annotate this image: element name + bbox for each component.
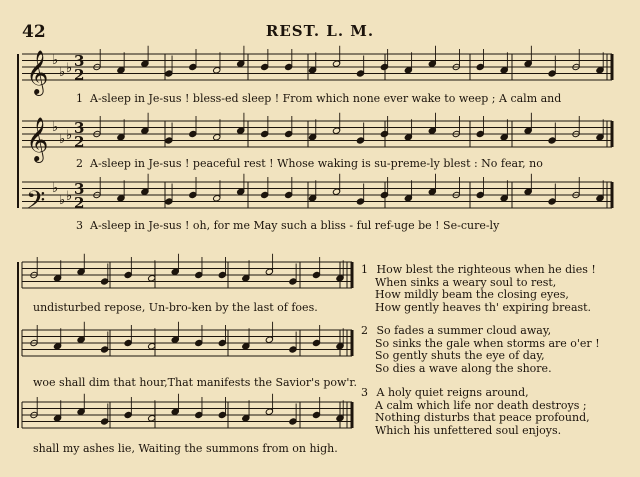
time-signature-bottom: 2 xyxy=(74,194,85,212)
time-signature-top: 3 xyxy=(74,52,85,70)
lyric-line-1-cont: undisturbed repose, Un-bro-ken by the last of foes. xyxy=(33,301,318,314)
flat-icon: ♭ xyxy=(52,120,59,135)
flat-icon: ♭ xyxy=(66,189,73,204)
treble-clef-icon: 𝄞 xyxy=(26,50,49,94)
flat-icon: ♭ xyxy=(59,193,66,208)
flat-icon: ♭ xyxy=(66,128,73,143)
time-signature-top: 3 xyxy=(74,180,85,198)
page-number: 42 xyxy=(22,22,46,42)
time-signature-bottom: 2 xyxy=(74,66,85,84)
flat-icon: ♭ xyxy=(52,53,59,68)
treble-clef-icon: 𝄞 xyxy=(26,117,49,161)
lyric-line-3-cont: shall my ashes lie, Waiting the summons from on high. xyxy=(33,442,338,455)
time-signature-top: 3 xyxy=(74,119,85,137)
flat-icon: ♭ xyxy=(59,65,66,80)
lyric-line-3: 3 A-sleep in Je-sus ! oh, for me May such a bliss - ful ref-uge be ! Se-cure-ly xyxy=(76,219,500,232)
flat-icon: ♭ xyxy=(66,61,73,76)
lyric-line-2: 2 A-sleep in Je-sus ! peaceful rest ! Whose waking is su-preme-ly blest : No fear, no xyxy=(76,157,543,170)
bass-clef-icon: 𝄢 xyxy=(26,186,46,221)
verse-2: 2 So fades a summer cloud away, So sinks the gale when storms are o'er ! So gently shuts the eye of day, So dies a wave along the shore. xyxy=(361,324,600,375)
lyric-line-2-cont: woe shall dim that hour,That manifests the Savior's pow'r. xyxy=(33,376,357,389)
flat-icon: ♭ xyxy=(52,181,59,196)
hymn-title: REST. L. M. xyxy=(265,22,375,40)
lyric-line-1: 1 A-sleep in Je-sus ! bless-ed sleep ! From which none ever wake to weep ; A calm and xyxy=(76,92,562,105)
verse-3: 3 A holy quiet reigns around, A calm which life nor death destroys ; Nothing disturbs that peace profound, Which his unfettered soul enjoys. xyxy=(361,386,590,437)
time-signature-bottom: 2 xyxy=(74,133,85,151)
verse-1: 1 How blest the righteous when he dies ! When sinks a weary soul to rest, How mildly beam the closing eyes, How gently heaves th' expiring breast. xyxy=(361,263,596,314)
flat-icon: ♭ xyxy=(59,132,66,147)
